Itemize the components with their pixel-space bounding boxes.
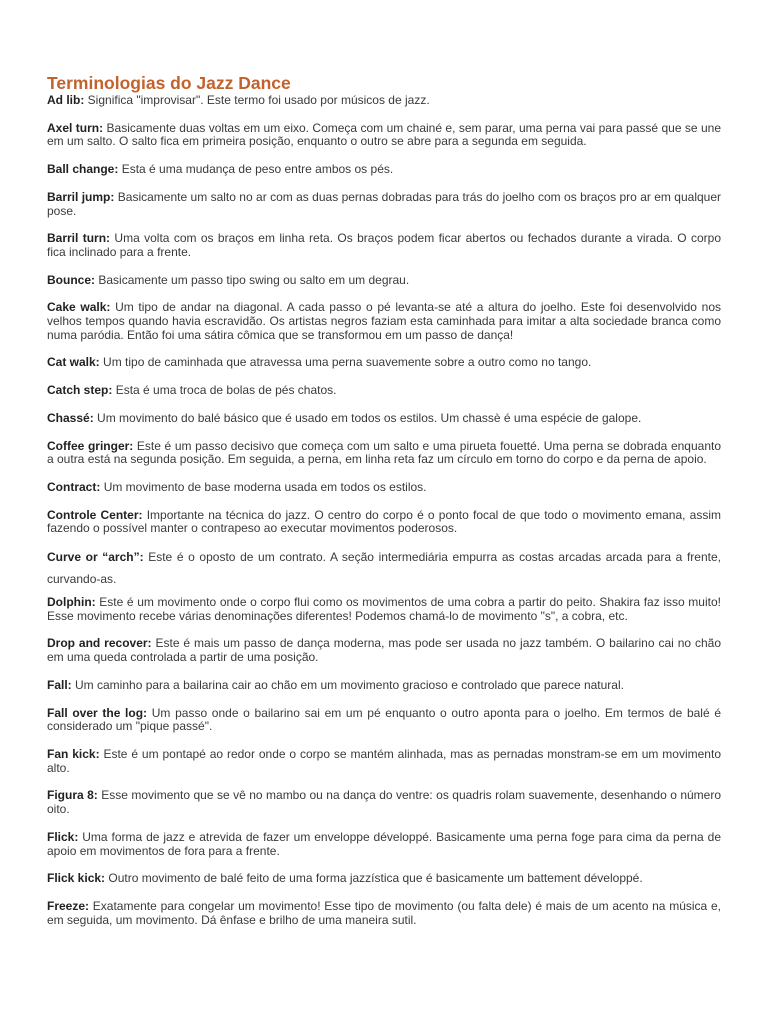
- glossary-definition: Outro movimento de balé feito de uma forma jazzística que é basicamente um battement développé.: [108, 871, 643, 886]
- glossary-entry: [47, 274, 721, 288]
- glossary-definition: Um caminho para a bailarina cair ao chão em um movimento gracioso e controlado que parece natural.: [75, 677, 624, 692]
- glossary-entry: [47, 191, 721, 218]
- glossary-entry: [47, 637, 721, 664]
- glossary-definition: Esta é uma troca de bolas de pés chatos.: [115, 383, 337, 398]
- glossary-term: Barril turn:: [47, 231, 111, 246]
- glossary-term: Contract:: [47, 479, 101, 494]
- glossary-entry: [47, 232, 721, 259]
- glossary-term: Figura 8:: [47, 788, 98, 803]
- glossary-term: Fall over the log:: [47, 705, 148, 720]
- glossary-entry: [47, 789, 721, 816]
- glossary-definition: Este é um passo decisivo que começa com um salto e uma pirueta fouetté. Uma perna se dobrada enquanto a outra está na segunda posição. Em seguida, a perna, em linha reta faz um círculo em torno do corpo e da perna de apoio.: [47, 438, 721, 467]
- glossary-term: Coffee gringer:: [47, 438, 134, 453]
- glossary-definition: Basicamente duas voltas em um eixo. Começa com um chainé e, sem parar, uma perna vai para passé que se une em um salto. O salto fica em primeira posição, enquanto o outro se abre para a segunda em seguida.: [47, 120, 722, 149]
- glossary-definition: Significa "improvisar". Este termo foi usado por músicos de jazz.: [87, 93, 430, 107]
- glossary-term: Barril jump:: [47, 189, 115, 204]
- glossary-definition: Basicamente um salto no ar com as duas pernas dobradas para trás do joelho com os braços pro ar em qualquer pose.: [47, 189, 722, 218]
- glossary-term: Curve or “arch”:: [47, 550, 144, 565]
- glossary-definition: Uma forma de jazz e atrevida de fazer um enveloppe développé. Basicamente uma perna foge para cima da perna de apoio em movimentos de fora para a frente.: [47, 829, 721, 858]
- glossary-entry: [47, 596, 721, 623]
- glossary-term: Flick:: [47, 829, 79, 844]
- glossary-definition: Este é um pontapé ao redor onde o corpo se mantém alinhada, mas as pernadas monstram-se em um movimento alto.: [47, 746, 721, 775]
- glossary-entry: [47, 546, 721, 590]
- glossary-entry: [47, 509, 721, 536]
- document-title: Terminologias do Jazz Dance: [47, 73, 291, 93]
- glossary-term: Ball change:: [47, 162, 119, 177]
- glossary-definition: Uma volta com os braços em linha reta. Os braços podem ficar abertos ou fechados durante a virada. O corpo fica inclinado para a frente.: [47, 231, 721, 259]
- glossary-term: Cake walk:: [47, 300, 111, 315]
- glossary-term: Dolphin:: [47, 595, 96, 610]
- glossary-entry: [47, 163, 721, 177]
- glossary-definition: Importante na técnica do jazz. O centro do corpo é o ponto focal de que todo o movimento emana, assim fazendo o possível manter o contrapeso ao executar movimentos poderosos.: [47, 507, 722, 536]
- glossary-entry: [47, 748, 721, 775]
- glossary-term: Freeze:: [47, 898, 90, 913]
- glossary-entry: [47, 356, 721, 370]
- glossary-term: Fall:: [47, 677, 72, 692]
- glossary-entry: [47, 872, 721, 886]
- glossary-definition: Um tipo de andar na diagonal. A cada passo o pé levanta-se até a altura do joelho. Este foi desenvolvido nos velhos tempos quando havia escravidão. Os artistas negros faziam esta caminhada para imitar a alta sociedade branca como numa paródia. Então foi uma sátira cômica que se transformou em um passo de dança!: [47, 300, 721, 342]
- glossary-term: Chassé:: [47, 410, 94, 425]
- glossary-entry: [47, 440, 721, 467]
- glossary-entry: [47, 122, 721, 149]
- glossary-entry: [47, 94, 721, 108]
- glossary-definition: Exatamente para congelar um movimento! Esse tipo de movimento (ou falta dele) é mais de um acento na música e, em seguida, um movimento. Dá ênfase e brilho de uma maneira sutil.: [47, 898, 721, 927]
- glossary-definition: Esse movimento que se vê no mambo ou na dança do ventre: os quadris rolam suavemente, desenhando o número oito.: [47, 788, 722, 817]
- glossary-term: Cat walk:: [47, 355, 100, 370]
- glossary-term: Bounce:: [47, 272, 95, 287]
- glossary-definition: Um movimento do balé básico que é usado em todos os estilos. Um chassè é uma espécie de galope.: [97, 410, 642, 425]
- glossary-definition: Um passo onde o bailarino sai em um pé enquanto o outro aponta para o joelho. Em termos de balé é considerado um "pique passé".: [47, 705, 722, 734]
- glossary-entry: [47, 412, 721, 426]
- glossary-definition: Este é mais um passo de dança moderna, mas pode ser usada no jazz também. O bailarino cai no chão em uma queda controlada a partir de uma posição.: [47, 636, 722, 665]
- glossary-entry: [47, 831, 721, 858]
- glossary-term: Catch step:: [47, 383, 113, 398]
- glossary-list: [47, 94, 721, 927]
- glossary-entry: [47, 384, 721, 398]
- glossary-term: Drop and recover:: [47, 636, 152, 651]
- glossary-term: Flick kick:: [47, 871, 106, 886]
- glossary-entry: [47, 679, 721, 693]
- glossary-definition: Basicamente um passo tipo swing ou salto em um degrau.: [98, 272, 410, 287]
- glossary-term: Controle Center:: [47, 507, 143, 522]
- glossary-entry: [47, 707, 721, 734]
- glossary-definition: Esta é uma mudança de peso entre ambos os pés.: [121, 162, 394, 177]
- glossary-definition: Um tipo de caminhada que atravessa uma perna suavemente sobre a outro como no tango.: [103, 355, 592, 370]
- glossary-entry: [47, 900, 721, 927]
- glossary-term: Fan kick:: [47, 746, 100, 761]
- glossary-definition: Este é o oposto de um contrato. A seção intermediária empurra as costas arcadas arcada para a frente, curvando-as.: [47, 550, 721, 587]
- glossary-definition: Um movimento de base moderna usada em todos os estilos.: [103, 479, 427, 494]
- glossary-entry: [47, 301, 721, 342]
- glossary-definition: Este é um movimento onde o corpo flui como os movimentos de uma cobra a partir do peito. Shakira faz isso muito! Esse movimento recebe várias denominações diferentes! Podemos chamá-lo de movimento "s", a cobra, etc.: [47, 595, 721, 623]
- glossary-entry: [47, 481, 721, 495]
- glossary-term: Axel turn:: [47, 120, 104, 135]
- glossary-term: Ad lib:: [47, 93, 85, 107]
